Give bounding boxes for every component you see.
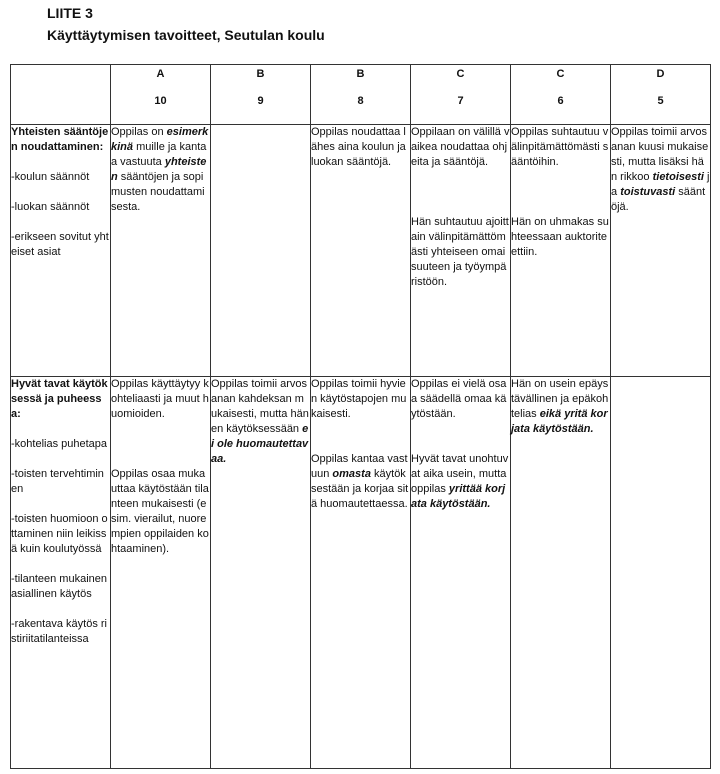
cell-text: muille ja kantaa vastuuta xyxy=(111,141,207,168)
cell-rules-6 xyxy=(511,125,611,377)
manners-row xyxy=(11,377,711,769)
row-label-cell xyxy=(11,377,111,769)
cell-rules-9 xyxy=(211,125,311,377)
grade-letter: A xyxy=(156,68,165,80)
column-header-7 xyxy=(411,65,511,125)
cell-emphasis: esimerkkinä xyxy=(111,126,209,153)
grade-number: 10 xyxy=(154,95,167,107)
cell-text: Oppilas on xyxy=(111,126,164,138)
column-header-8 xyxy=(311,65,411,125)
row-item: -toisten tervehtiminen xyxy=(11,468,104,495)
cell-emphasis: toistuvasti xyxy=(620,186,676,198)
cell-rules-8 xyxy=(311,125,411,377)
row-item: -rakentava käytös ristiriitatilanteissa xyxy=(11,618,107,645)
cell-emphasis: ei ole huomautettavaa. xyxy=(211,423,309,465)
cell-rules-5 xyxy=(611,125,711,377)
cell-manners-5 xyxy=(611,377,711,769)
cell-text: Oppilas toimii hyvien käytöstapojen mukaisesti. xyxy=(311,378,407,420)
cell-text: käytöksestään ja korjaa sitä huomautettaessa. xyxy=(311,468,409,510)
cell-manners-6 xyxy=(511,377,611,769)
cell-manners-9 xyxy=(211,377,311,769)
cell-text: ja xyxy=(611,171,710,198)
row-item: -tilanteen mukainen asiallinen käytös xyxy=(11,573,108,600)
cell-text: Oppilas noudattaa lähes aina koulun ja luokan sääntöjä. xyxy=(311,126,406,168)
cell-text: Oppilas suhtautuu välinpitämättömästi sääntöihin. xyxy=(511,126,609,168)
document-title: Käyttäytymisen tavoitteet, Seutulan koulu xyxy=(47,27,325,43)
cell-text: Oppilas käyttäytyy kohteliaasti ja muut huomioiden. xyxy=(111,378,209,420)
row-label-cell xyxy=(11,125,111,377)
column-header-9 xyxy=(211,65,311,125)
cell-text: Oppilas toimii arvosanan kahdeksan mukaisesti, mutta hänen käytöksessään xyxy=(211,378,309,435)
row-item: -erikseen sovitut yhteiset asiat xyxy=(11,231,109,258)
header-row xyxy=(11,65,711,125)
cell-manners-7 xyxy=(411,377,511,769)
grade-number: 9 xyxy=(257,95,264,107)
column-header-6 xyxy=(511,65,611,125)
cell-emphasis: tietoisesti xyxy=(652,171,704,183)
row-item: -koulun säännöt xyxy=(11,171,90,183)
row-item: -kohtelias puhetapa xyxy=(11,438,108,450)
grade-number: 6 xyxy=(557,95,564,107)
cell-text: Hän on uhmakas suhteessaan auktoriteettiin. xyxy=(511,216,609,258)
grade-letter: C xyxy=(556,68,565,80)
cell-text: Oppilas kantaa vastuun xyxy=(311,453,408,480)
cell-rules-10 xyxy=(111,125,211,377)
grade-letter: B xyxy=(356,68,365,80)
grade-letter: C xyxy=(456,68,465,80)
cell-text: Oppilas osaa mukauttaa käytöstään tilanteen mukaisesti (esim. vierailut, nuorempien oppilaiden kohtaaminen). xyxy=(111,468,209,555)
column-header-5 xyxy=(611,65,711,125)
corner-cell xyxy=(11,65,111,125)
cell-emphasis: yhteisten xyxy=(111,156,207,183)
row-item: -toisten huomioon ottaminen niin leikissä kuin koulutyössä xyxy=(11,513,108,555)
column-header-10 xyxy=(111,65,211,125)
grade-number: 8 xyxy=(357,95,364,107)
document-header xyxy=(47,2,325,46)
cell-emphasis: eikä yritä korjata käytöstään. xyxy=(511,408,608,435)
row-label: Hyvät tavat käytöksessä ja puheessa: xyxy=(11,378,108,420)
cell-emphasis: omasta xyxy=(332,468,371,480)
cell-text: Hyvät tavat unohtuvat aika usein, mutta oppilas xyxy=(411,453,509,495)
cell-text: sääntöjä. xyxy=(611,186,706,213)
cell-emphasis: yrittää korjata käytöstään. xyxy=(411,483,506,510)
grade-letter: B xyxy=(256,68,265,80)
cell-rules-7 xyxy=(411,125,511,377)
appendix-label: LIITE 3 xyxy=(47,5,93,21)
grade-number: 5 xyxy=(657,95,664,107)
cell-text: Hän suhtautuu ajoittain välinpitämättömästi yhteiseen omaisuuteen ja työympäristöön. xyxy=(411,216,509,288)
cell-text: sääntöjen ja sopimusten noudattamisesta. xyxy=(111,171,205,213)
cell-text: Oppilas ei vielä osaa säädellä omaa käytöstään. xyxy=(411,378,507,420)
row-item: -luokan säännöt xyxy=(11,201,90,213)
cell-text: Oppilaan on välillä vaikea noudattaa ohjeita ja sääntöjä. xyxy=(411,126,510,168)
grade-letter: D xyxy=(656,68,665,80)
cell-manners-10 xyxy=(111,377,211,769)
cell-manners-8 xyxy=(311,377,411,769)
behavior-goals-table xyxy=(10,64,711,769)
rules-row xyxy=(11,125,711,377)
grade-number: 7 xyxy=(457,95,464,107)
row-label: Yhteisten sääntöjen noudattaminen: xyxy=(11,126,109,153)
cell-text: Hän on usein epäystävällinen ja epäkohtelias xyxy=(511,378,609,420)
cell-text: Oppilas toimii arvosanan kuusi mukaisesti, mutta lisäksi hän rikkoo xyxy=(611,126,709,183)
